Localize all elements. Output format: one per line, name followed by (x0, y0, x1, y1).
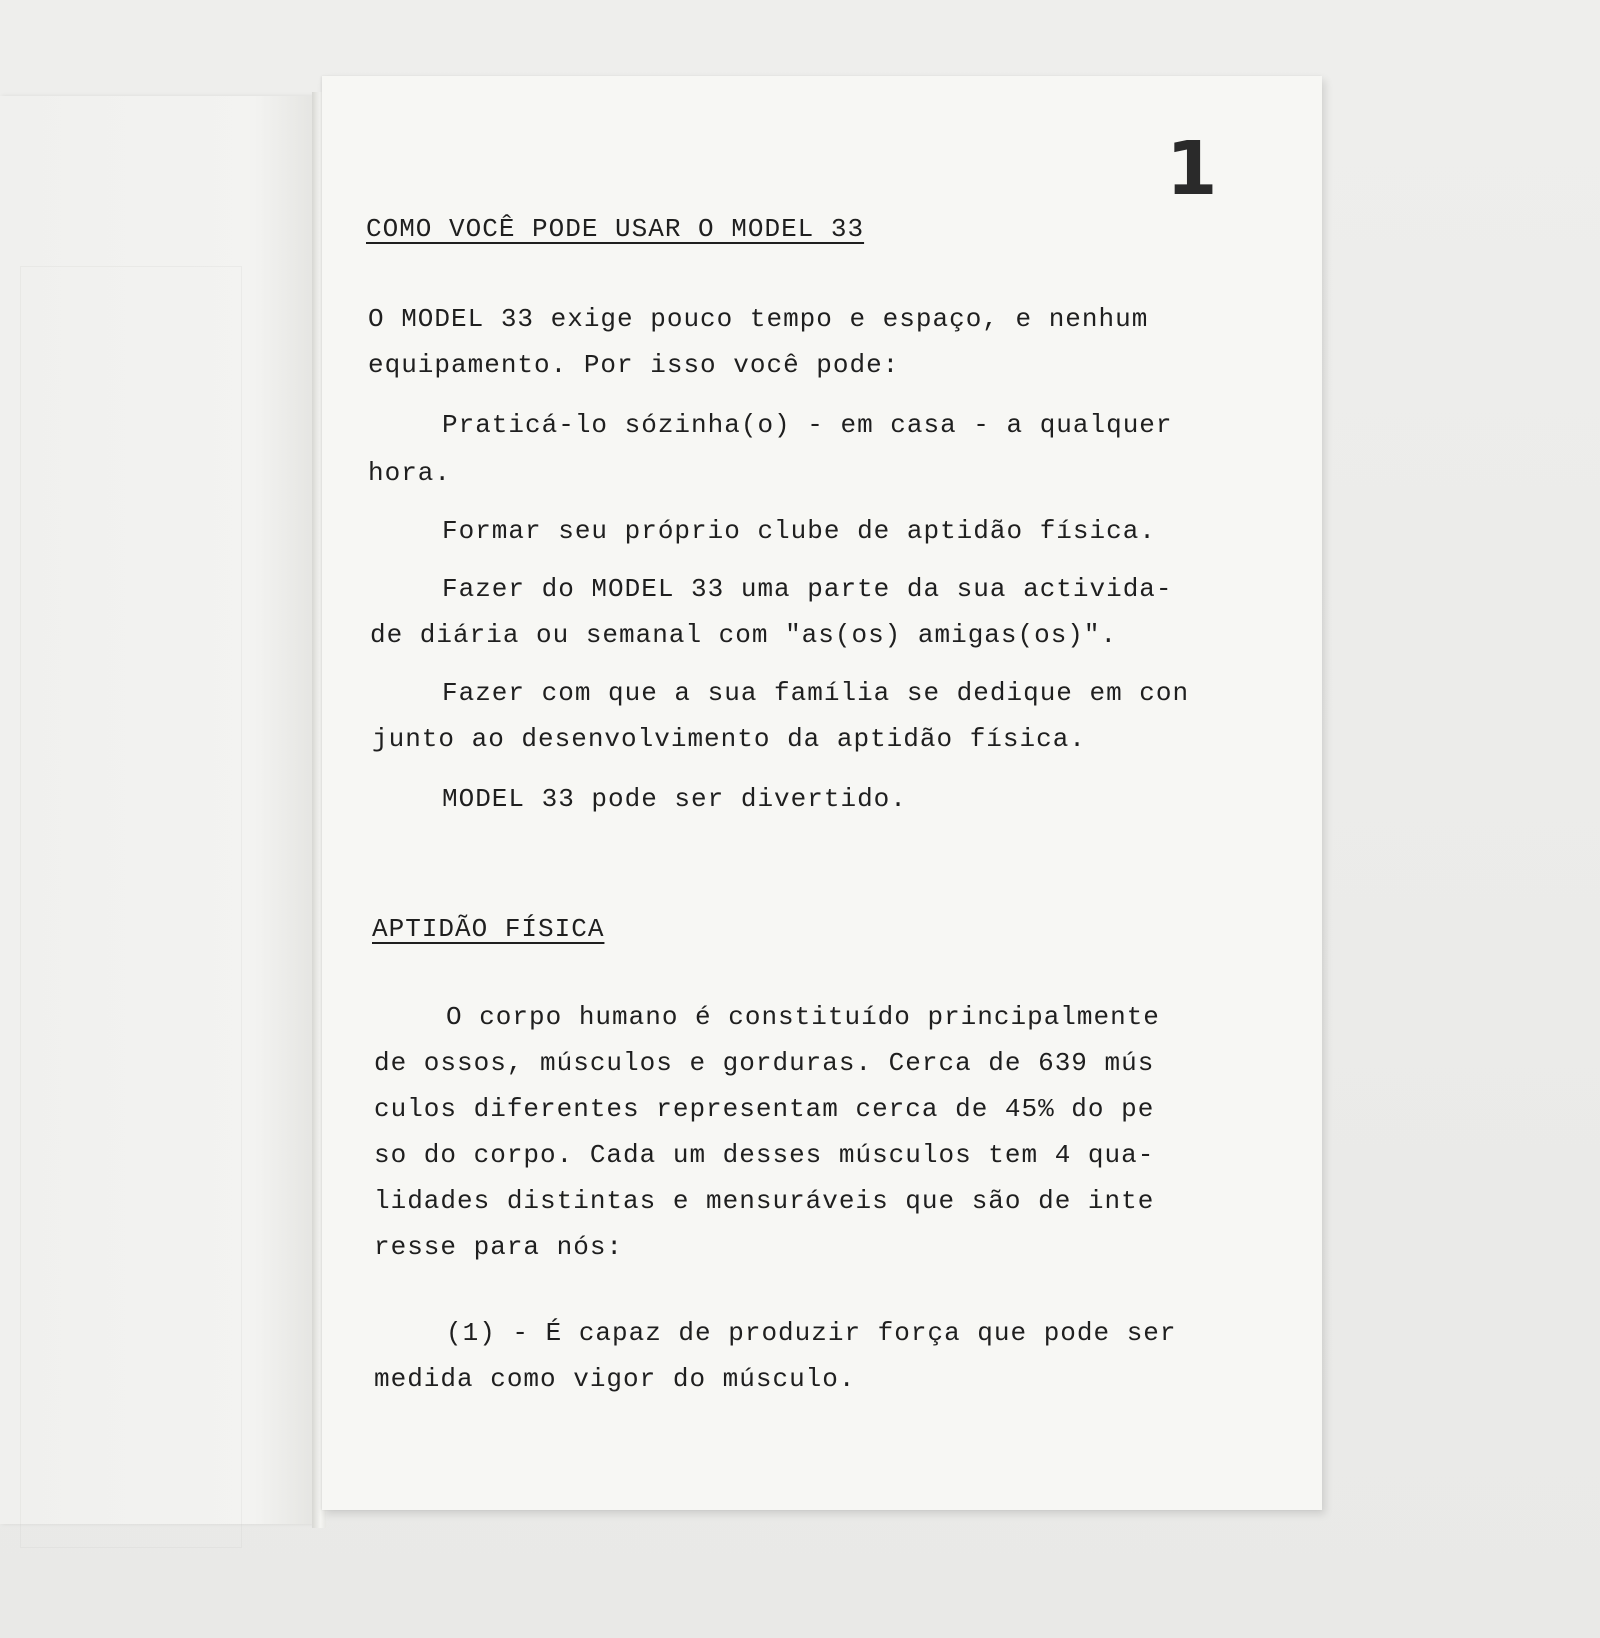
body-line: so do corpo. Cada um desses músculos tem 4 qua- (374, 1140, 1155, 1170)
body-line: de diária ou semanal com "as(os) amigas(os)". (370, 620, 1118, 650)
body-line: hora. (368, 458, 452, 488)
body-line: de ossos, músculos e gorduras. Cerca de 639 mús (374, 1048, 1155, 1078)
body-line: (1) - É capaz de produzir força que pode ser (446, 1318, 1177, 1348)
body-line: culos diferentes representam cerca de 45% do pe (374, 1094, 1155, 1124)
body-line: medida como vigor do músculo. (374, 1364, 856, 1394)
body-line: junto ao desenvolvimento da aptidão física. (372, 724, 1086, 754)
body-line: MODEL 33 pode ser divertido. (442, 784, 907, 814)
body-line: O corpo humano é constituído principalmente (446, 1002, 1160, 1032)
body-line: Fazer do MODEL 33 uma parte da sua activida- (442, 574, 1173, 604)
section-heading-physical-fitness: APTIDÃO FÍSICA (372, 914, 605, 944)
body-line: Formar seu próprio clube de aptidão física. (442, 516, 1156, 546)
left-page-bleed-through (20, 266, 242, 1548)
body-line: Praticá-lo sózinha(o) - em casa - a qualquer (442, 410, 1173, 440)
body-line: equipamento. Por isso você pode: (368, 350, 900, 380)
body-line: resse para nós: (374, 1232, 624, 1262)
page-number: 1 (1166, 126, 1218, 212)
body-line: Fazer com que a sua família se dedique em con (442, 678, 1190, 708)
section-heading-how-to-use: COMO VOCÊ PODE USAR O MODEL 33 (366, 214, 865, 244)
left-page (0, 96, 318, 1524)
body-line: lidades distintas e mensuráveis que são de inte (374, 1186, 1155, 1216)
body-line: O MODEL 33 exige pouco tempo e espaço, e nenhum (368, 304, 1149, 334)
